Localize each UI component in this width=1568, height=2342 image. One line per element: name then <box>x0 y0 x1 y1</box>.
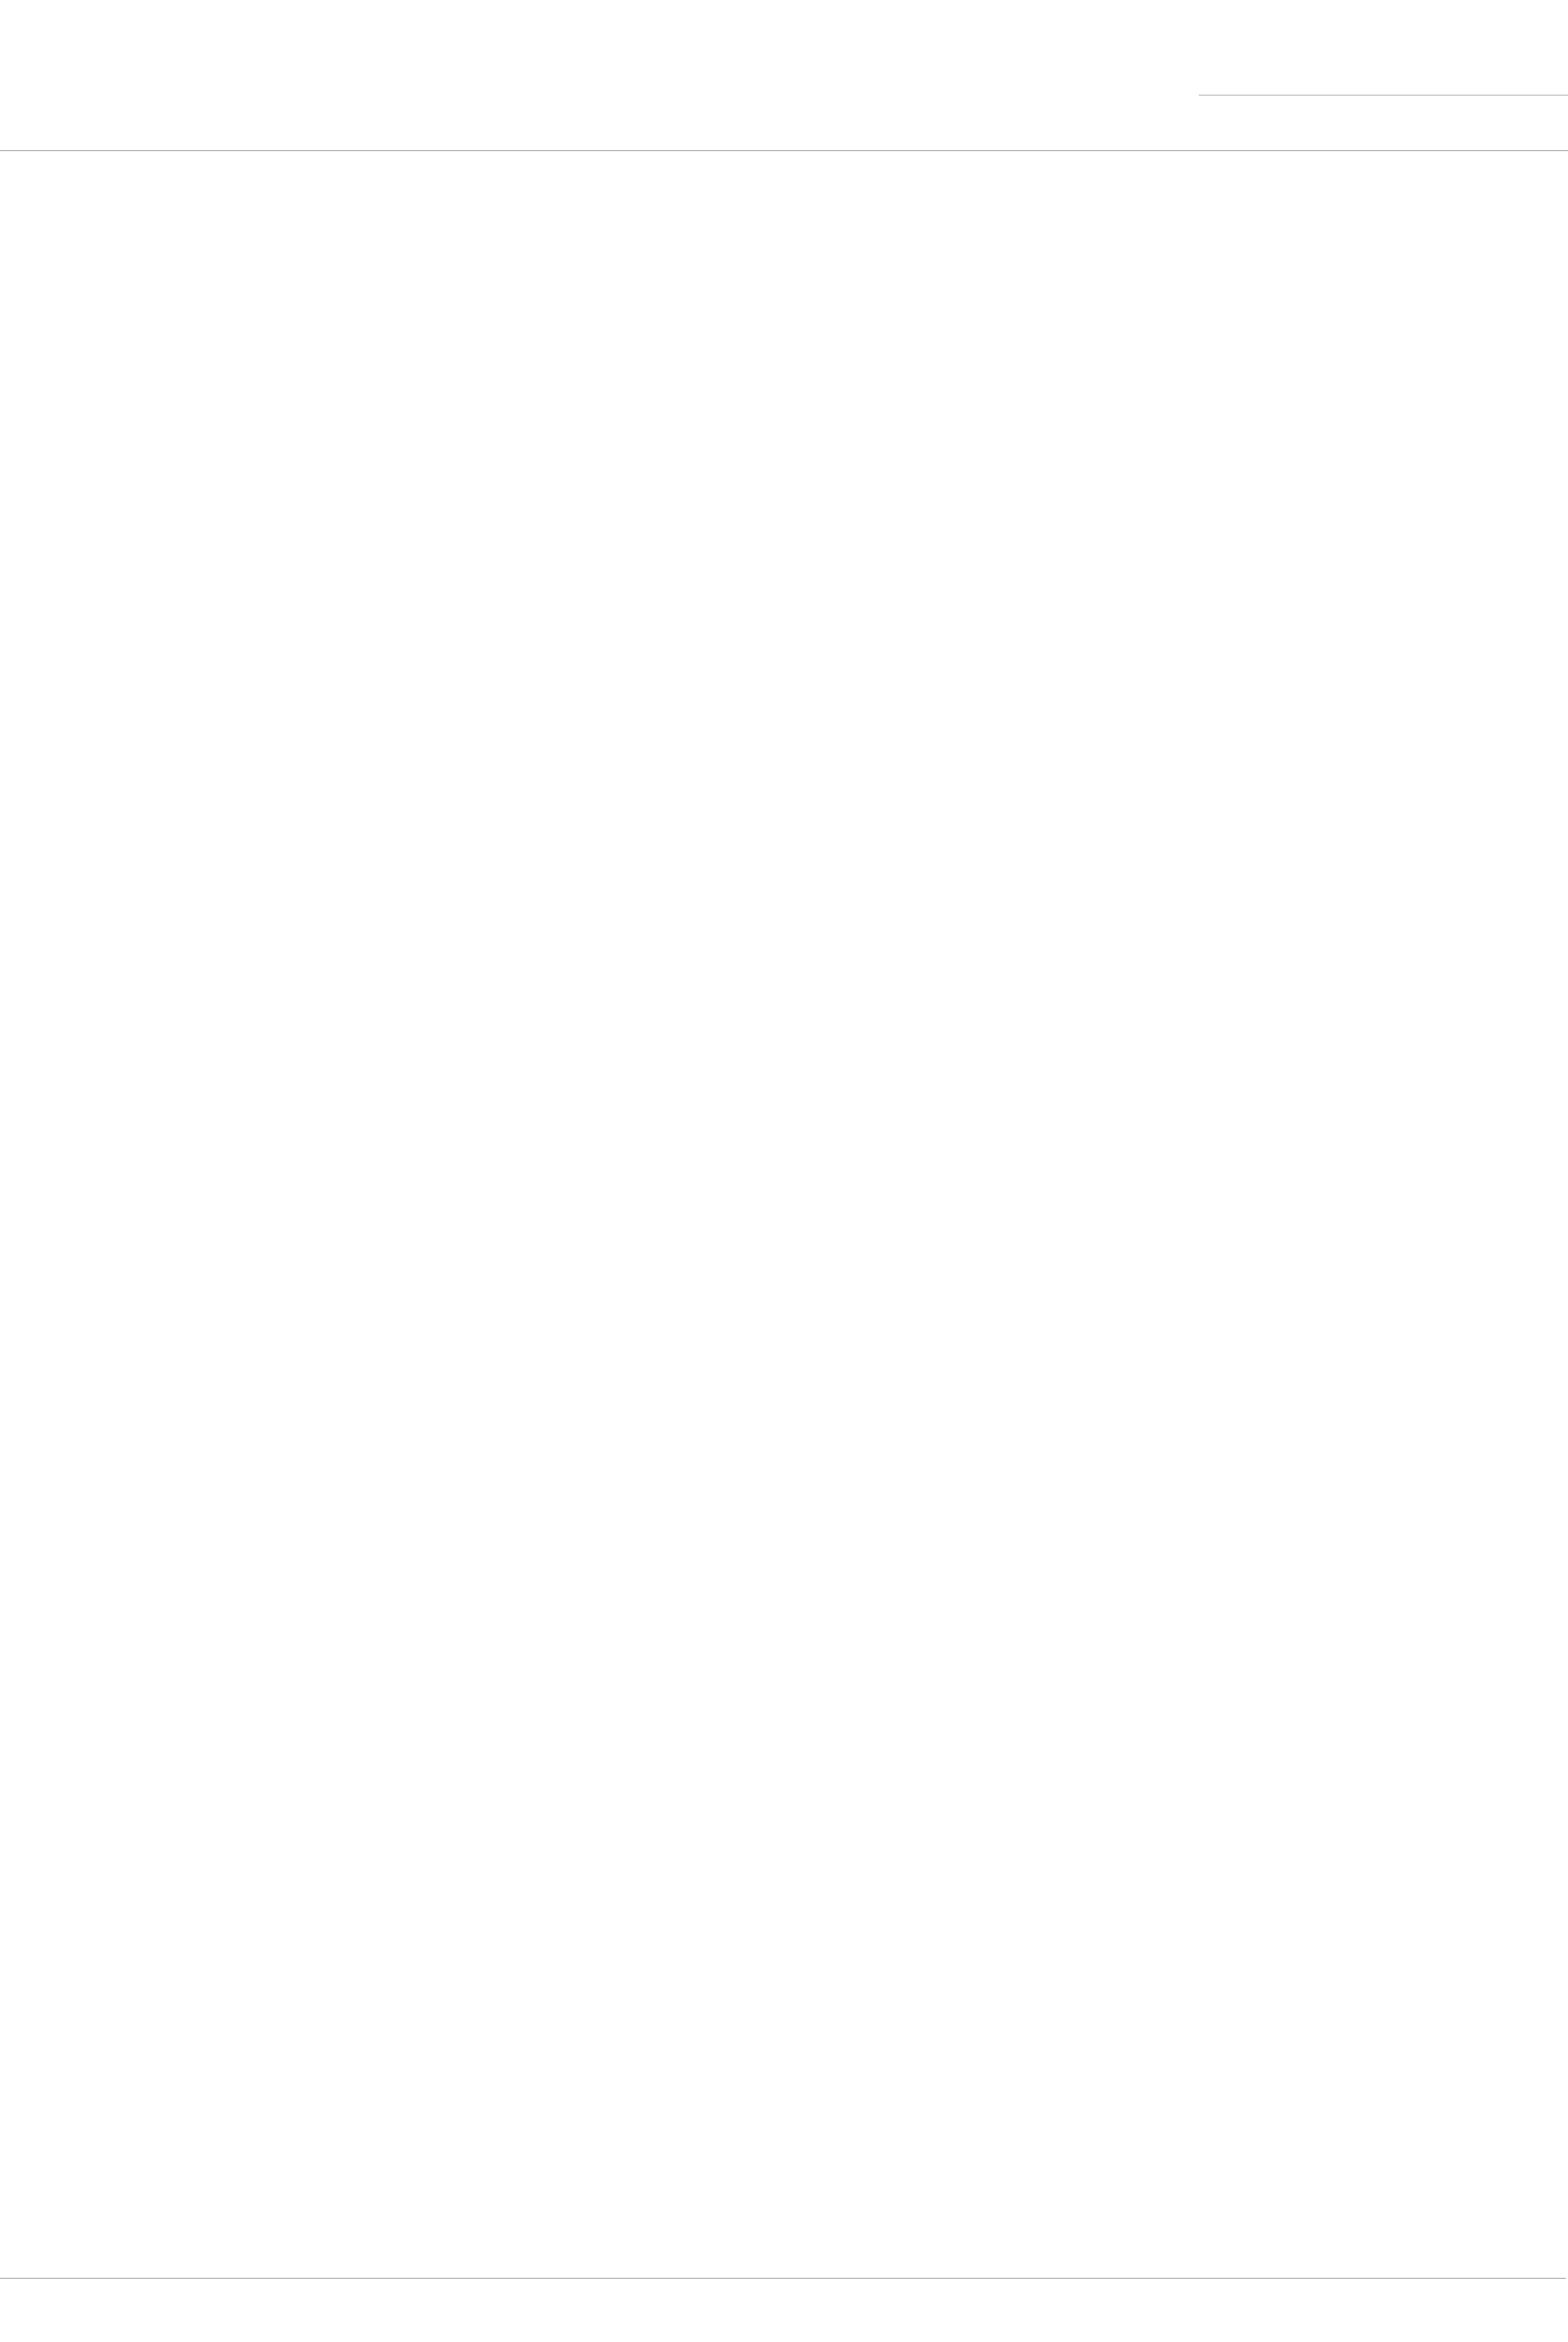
col-header-descriptions <box>163 0 1199 45</box>
table-footnotes <box>0 2278 1566 2281</box>
col-header-mother-m <box>1199 95 1260 151</box>
col-header-child <box>1378 45 1568 95</box>
col-header-child-sd <box>1437 95 1507 151</box>
header-row-1 <box>0 0 1568 45</box>
content-codes-table <box>0 0 1568 151</box>
col-header-codes <box>0 0 163 45</box>
header-row-2 <box>0 45 1568 95</box>
col-header-mother-sd <box>1260 95 1313 151</box>
col-header-statistics <box>1199 0 1568 45</box>
header-row-3 <box>0 95 1568 151</box>
table-body <box>0 0 1568 151</box>
col-header-child-pct <box>1507 95 1568 151</box>
col-header-mother-pct <box>1313 95 1378 151</box>
col-header-mother <box>1199 45 1378 95</box>
col-header-child-m <box>1378 95 1437 151</box>
